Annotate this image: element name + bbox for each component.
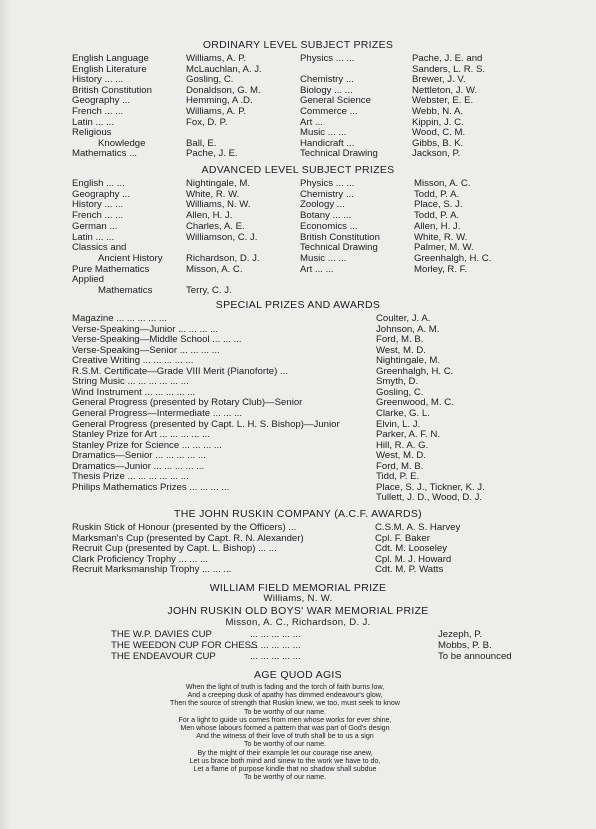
ordinary-col3-entry: Music ... ... — [300, 127, 347, 139]
ruskin-award-name: Ruskin Stick of Honour (presented by the Officers) ... — [72, 522, 297, 533]
ordinary-col2-entry: Hemming, A .D. — [186, 95, 253, 107]
ordinary-col2-entry: Donaldson, G. M. — [186, 84, 261, 96]
advanced-col3-entry: Physics ... ... — [300, 178, 355, 189]
ordinary-col1-entry: Mathematics ... — [72, 148, 138, 160]
old-boys-prize-heading: JOHN RUSKIN OLD BOYS' WAR MEMORIAL PRIZE — [167, 605, 429, 617]
advanced-col3-entry: Chemistry ... — [300, 188, 354, 200]
advanced-col2-entry: Misson, A. C. — [186, 263, 243, 275]
special-award-name: General Progress (presented by Capt. L. H. S. Bishop)—Junior — [72, 418, 340, 430]
cup-name: THE WEEDON CUP FOR CHESS — [111, 640, 258, 652]
advanced-col2-entry: Allen, H. J. — [186, 210, 233, 222]
ordinary-col2-entry: Gosling, C. — [186, 74, 234, 86]
special-award-winner: Tullett, J. D., Wood, D. J. — [376, 492, 483, 504]
poem-line: When the light of truth is fading and the torch of faith burns low, — [185, 683, 385, 691]
ordinary-col3-entry: Chemistry ... — [300, 74, 354, 86]
cup-winner: To be announced — [438, 651, 512, 663]
advanced-col4-entry: Place, S. J. — [414, 199, 463, 211]
special-award-name: Verse-Speaking—Middle School ... ... ... — [72, 334, 242, 346]
motto-heading: AGE QUOD AGIS — [254, 669, 342, 681]
ordinary-col1-entry: English Literature — [72, 63, 147, 75]
special-award-name: General Progress—Intermediate ... ... ... — [72, 407, 243, 419]
special-award-name: Verse-Speaking—Junior ... ... ... ... — [72, 323, 219, 335]
advanced-col4-entry: White, R. W. — [414, 231, 468, 243]
ordinary-col1-entry: English Language — [72, 53, 149, 64]
cup-leader-dots: ... ... ... ... ... — [250, 651, 301, 663]
poem-line: Let a flame of purpose kindle that no shadow shall subdue — [193, 765, 377, 774]
cup-leader-dots: ... ... ... ... ... — [250, 640, 301, 652]
advanced-col1-entry: Pure Mathematics — [72, 263, 150, 275]
ordinary-col1-entry: Religious — [72, 127, 112, 139]
advanced-col1-entry: Classics and — [72, 242, 127, 254]
ordinary-col1-entry: History ... ... — [72, 74, 124, 86]
advanced-col2-entry: Terry, C. J. — [186, 285, 232, 296]
special-award-winner: Greenhalgh, H. C. — [376, 365, 454, 377]
advanced-level-heading: ADVANCED LEVEL SUBJECT PRIZES — [201, 164, 395, 176]
ordinary-level-heading: ORDINARY LEVEL SUBJECT PRIZES — [202, 39, 394, 51]
advanced-col3-entry: Zoology ... — [300, 199, 345, 211]
ordinary-col4-entry: Sanders, L. R. S. — [412, 63, 486, 75]
field-memorial-winner: Williams, N. W. — [263, 593, 333, 604]
advanced-col1-entry: Latin ... ... — [72, 231, 115, 243]
poem-line: Men whose labours formed a pattern that was part of God's design — [180, 724, 390, 733]
advanced-col2-entry: Charles, A. E. — [186, 220, 245, 232]
advanced-col1-entry: History ... ... — [72, 199, 124, 211]
advanced-col1-entry: French ... ... — [72, 210, 124, 222]
advanced-col4-entry: Misson, A. C. — [414, 178, 471, 189]
ruskin-award-winner: Cpl. F. Baker — [375, 532, 430, 544]
cup-name: THE ENDEAVOUR CUP — [111, 651, 216, 663]
cup-name: THE W.P. DAVIES CUP — [111, 629, 212, 640]
special-award-name: Stanley Prize for Art ... ... ... ... ... — [72, 429, 211, 441]
ruskin-award-name: Clark Proficiency Trophy ... ... ... — [72, 553, 208, 565]
ordinary-col3-entry: Biology ... ... — [300, 84, 353, 96]
ruskin-award-winner: C.S.M. A. S. Harvey — [375, 522, 461, 533]
ordinary-col1-entry: French ... ... — [72, 106, 124, 117]
advanced-col3-entry: Botany ... ... — [300, 210, 352, 222]
special-award-name: Magazine ... ... ... ... ... — [72, 313, 167, 324]
ordinary-col2-entry: Williams, A. P. — [186, 106, 247, 117]
advanced-col2-entry: White, R. W. — [186, 188, 240, 200]
ruskin-award-winner: Cdt. M. Looseley — [375, 543, 447, 555]
special-award-winner: Nightingale, M. — [376, 355, 440, 367]
special-award-name: Dramatics—Senior ... ... ... ... ... — [72, 450, 206, 462]
ordinary-col4-entry: Nettleton, J. W. — [412, 84, 478, 96]
ordinary-col2-entry: Pache, J. E. — [186, 148, 238, 160]
cup-winner: Mobbs, P. B. — [438, 640, 492, 652]
poem-line: Let us brace both mind and sinew to the work we have to do, — [189, 756, 381, 765]
ordinary-col3-entry: Commerce ... — [300, 106, 358, 117]
advanced-col3-entry: Economics ... — [300, 220, 358, 232]
ordinary-col1-entry: Latin ... ... — [72, 116, 115, 128]
special-award-winner: Elvin, L. J. — [376, 418, 421, 430]
poem-line: And a creeping dusk of apathy has dimmed endeavour's glow, — [187, 691, 383, 700]
ruskin-award-winner: Cpl. M. J. Howard — [375, 553, 452, 565]
ruskin-award-name: Recruit Marksmanship Trophy ... ... ... — [72, 564, 232, 576]
poem-line: And the witness of their love of truth shall be to us a sign — [196, 732, 374, 741]
advanced-col4-entry: Greenhalgh, H. C. — [414, 252, 492, 264]
ordinary-col4-entry: Pache, J. E. and — [412, 53, 483, 64]
advanced-col1-entry: German ... — [72, 220, 118, 232]
cup-leader-dots: ... ... ... ... ... — [250, 629, 301, 640]
advanced-col4-entry: Todd, P. A. — [414, 188, 460, 200]
special-award-name: General Progress (presented by Rotary Club)—Senior — [72, 397, 303, 409]
poem-line: By the might of their example let our courage rise anew, — [197, 748, 373, 757]
ordinary-col4-entry: Brewer, J. V. — [412, 74, 466, 86]
special-award-winner: West, M. D. — [376, 344, 426, 356]
special-award-winner: Gosling, C. — [376, 386, 424, 398]
ordinary-col2-entry: McLauchlan, A. J. — [186, 63, 262, 75]
special-award-winner: Johnson, A. M. — [376, 323, 440, 335]
special-award-name: Wind Instrument ... ... ... ... ... — [72, 386, 196, 398]
advanced-col1-entry: Geography ... — [72, 188, 131, 200]
advanced-col1-entry: Ancient History — [98, 252, 163, 264]
special-award-name: R.S.M. Certificate—Grade VIII Merit (Pianoforte) ... — [72, 365, 288, 377]
special-award-name: Creative Writing ... ... ... ... ... — [72, 355, 194, 367]
poem-line: To be worthy of our name. — [243, 740, 326, 749]
ruskin-award-winner: Cdt. M. P. Watts — [375, 564, 444, 576]
special-award-name: Thesis Prize ... ... ... ... ... ... — [72, 471, 189, 483]
ordinary-col3-entry: General Science — [300, 95, 371, 107]
special-award-name: Dramatics—Junior ... ... ... ... ... — [72, 460, 205, 472]
ordinary-col2-entry: Fox, D. P. — [186, 116, 228, 128]
ruskin-company-heading: THE JOHN RUSKIN COMPANY (A.C.F. AWARDS) — [174, 508, 422, 520]
advanced-col2-entry: Williams, N. W. — [186, 199, 251, 211]
page-edge-shadow — [0, 0, 10, 829]
ordinary-col4-entry: Jackson, P. — [412, 148, 461, 160]
poem-line: To be worthy of our name. — [243, 707, 326, 716]
poem-line: To be worthy of our name. — [243, 773, 326, 782]
special-award-winner: West, M. D. — [376, 450, 426, 462]
advanced-col1-entry: English ... ... — [72, 178, 125, 189]
special-award-winner: Hill, R. A. G. — [376, 439, 429, 451]
special-award-winner: Ford, M. B. — [376, 334, 424, 346]
special-award-name: Stanley Prize for Science ... ... ... ... — [72, 439, 222, 451]
advanced-col3-entry: Technical Drawing — [300, 242, 378, 254]
special-award-winner: Coulter, J. A. — [376, 313, 431, 324]
ordinary-col1-entry: British Constitution — [72, 84, 152, 96]
cup-winner: Jezeph, P. — [438, 629, 483, 640]
poem-line: For a light to guide us comes from men whose works for ever shine, — [178, 715, 392, 724]
special-award-winner: Tidd, P. E. — [376, 471, 420, 483]
ordinary-col4-entry: Webster, E. E. — [412, 95, 474, 107]
ordinary-col3-entry: Technical Drawing — [300, 148, 378, 160]
special-award-name: String Music ... ... ... ... ... ... — [72, 376, 189, 388]
ordinary-col3-entry: Physics ... ... — [300, 53, 355, 64]
advanced-col3-entry: British Constitution — [300, 231, 380, 243]
special-award-winner: Greenwood, M. C. — [376, 397, 454, 409]
ordinary-col1-entry: Knowledge — [98, 137, 146, 149]
motto-poem — [90, 683, 480, 781]
special-award-winner: Clarke, G. L. — [376, 407, 430, 419]
ordinary-col3-entry: Handicraft ... — [300, 137, 355, 149]
special-prizes-heading: SPECIAL PRIZES AND AWARDS — [215, 299, 381, 311]
advanced-col1-entry: Applied — [72, 274, 105, 286]
special-award-winner: Parker, A. F. N. — [376, 429, 440, 441]
advanced-col4-entry: Todd, P. A. — [414, 210, 460, 222]
advanced-col3-entry: Music ... ... — [300, 252, 347, 264]
ruskin-award-name: Marksman's Cup (presented by Capt. R. N. Alexander) — [72, 532, 304, 544]
advanced-col3-entry: Art ... ... — [300, 263, 334, 275]
ordinary-col1-entry: Geography ... — [72, 95, 131, 107]
ordinary-col4-entry: Gibbs, B. K. — [412, 137, 464, 149]
poem-line: Then the source of strength that Ruskin knew, we too, must seek to know — [170, 699, 400, 708]
advanced-col4-entry: Morley, R. F. — [414, 263, 468, 275]
special-award-winner: Smyth, D. — [376, 376, 419, 388]
advanced-col2-entry: Richardson, D. J. — [186, 252, 260, 264]
advanced-col1-entry: Mathematics — [98, 285, 153, 296]
ordinary-col4-entry: Webb, N. A. — [412, 106, 464, 117]
ordinary-col2-entry: Williams, A. P. — [186, 53, 247, 64]
advanced-col4-entry: Palmer, M. W. — [414, 242, 474, 254]
ordinary-col4-entry: Kippin, J. C. — [412, 116, 464, 128]
special-award-winner: Ford, M. B. — [376, 460, 424, 472]
special-award-winner: Place, S. J., Tickner, K. J. — [376, 481, 485, 493]
special-award-name: Philips Mathematics Prizes ... ... ... ... — [72, 481, 230, 493]
advanced-col2-entry: Williamson, C. J. — [186, 231, 258, 243]
advanced-col2-entry: Nightingale, M. — [186, 178, 250, 189]
ruskin-award-name: Recruit Cup (presented by Capt. L. Bishop) ... ... — [72, 543, 277, 555]
ordinary-col3-entry: Art ... — [300, 116, 323, 128]
field-memorial-heading: WILLIAM FIELD MEMORIAL PRIZE — [209, 582, 387, 594]
ordinary-col4-entry: Wood, C. M. — [412, 127, 466, 139]
ordinary-col2-entry: Ball, E. — [186, 137, 217, 149]
advanced-col4-entry: Allen, H. J. — [414, 220, 461, 232]
special-award-name: Verse-Speaking—Senior ... ... ... ... — [72, 344, 220, 356]
old-boys-prize-winner: Misson, A. C., Richardson, D. J. — [225, 617, 371, 628]
